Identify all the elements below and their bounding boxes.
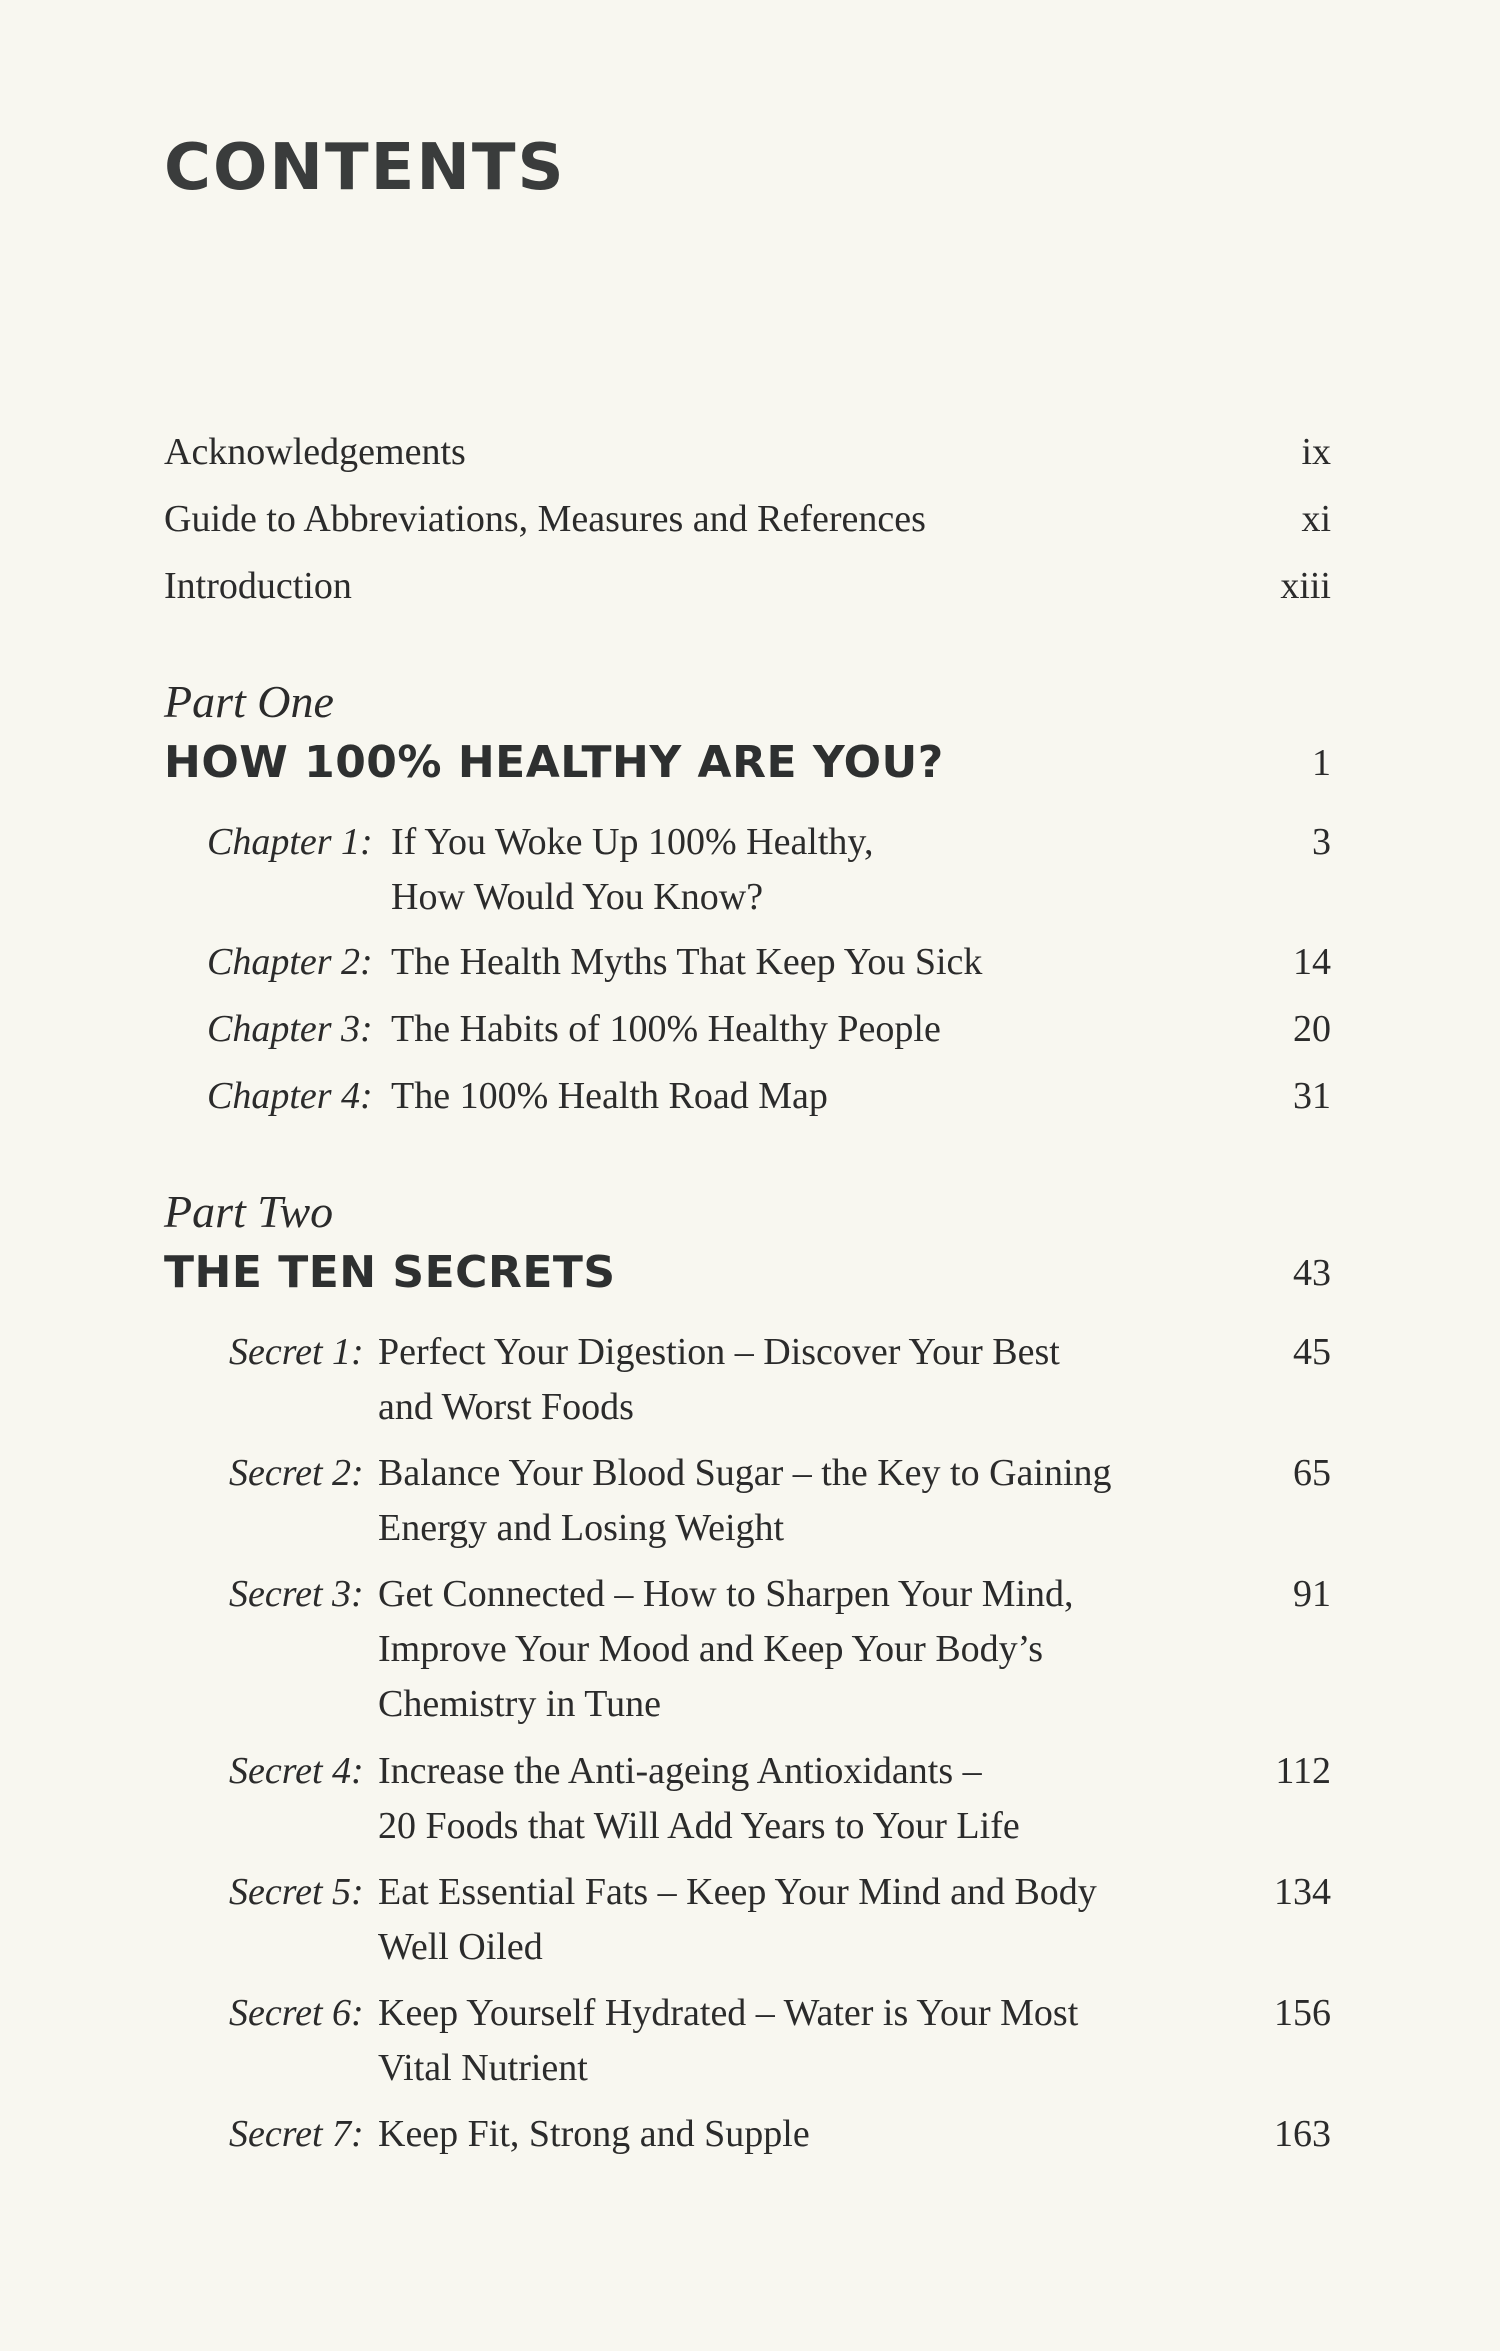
toc-entry-label: Keep Fit, Strong and Supple xyxy=(378,2113,810,2155)
toc-entry-prefix: Chapter 3: xyxy=(207,1008,373,1050)
toc-entry-label-continued: Energy and Losing Weight xyxy=(378,1507,785,1549)
toc-entry-label: Eat Essential Fats – Keep Your Mind and Body xyxy=(378,1871,1097,1913)
toc-entry-page: 3 xyxy=(1312,821,1331,863)
toc-entry-prefix: Secret 2: xyxy=(229,1452,364,1494)
toc-entry-label: Keep Yourself Hydrated – Water is Your Most xyxy=(378,1992,1079,2034)
toc-entry-label: Increase the Anti-ageing Antioxidants – xyxy=(378,1750,982,1792)
toc-entry-label: The Habits of 100% Healthy People xyxy=(391,1008,941,1050)
toc-entry-prefix: Chapter 1: xyxy=(207,821,373,863)
toc-entry-page: 156 xyxy=(1274,1992,1331,2034)
toc-entry-page: 45 xyxy=(1293,1331,1331,1373)
toc-entry-page: 31 xyxy=(1293,1075,1331,1117)
toc-entry-page: xi xyxy=(1301,498,1331,540)
toc-entry-label-continued: and Worst Foods xyxy=(378,1386,634,1428)
part-two-label: Part Two xyxy=(164,1186,334,1237)
toc-entry-label-continued: Well Oiled xyxy=(378,1926,543,1968)
toc-entry-label-continued: 20 Foods that Will Add Years to Your Life xyxy=(378,1805,1020,1847)
toc-entry-page: 163 xyxy=(1274,2113,1331,2155)
part-two-heading: THE TEN SECRETS xyxy=(164,1247,616,1298)
toc-entry-label: The Health Myths That Keep You Sick xyxy=(391,941,983,983)
toc-entry-page: 20 xyxy=(1293,1008,1331,1050)
toc-entry-label-continued: Chemistry in Tune xyxy=(378,1683,661,1725)
toc-entry-prefix: Secret 4: xyxy=(229,1750,364,1792)
toc-entry-prefix: Secret 3: xyxy=(229,1573,364,1615)
part-one-heading: HOW 100% HEALTHY ARE YOU? xyxy=(164,737,944,788)
page-title: CONTENTS xyxy=(164,131,566,205)
toc-entry-label: The 100% Health Road Map xyxy=(391,1075,828,1117)
toc-entry-page: 43 xyxy=(1293,1252,1331,1294)
toc-entry-page: xiii xyxy=(1280,565,1331,607)
toc-entry-label: Balance Your Blood Sugar – the Key to Gaining xyxy=(378,1452,1112,1494)
toc-entry-label-continued: How Would You Know? xyxy=(391,876,764,918)
toc-entry-label: If You Woke Up 100% Healthy, xyxy=(391,821,874,863)
toc-entry-page: 112 xyxy=(1275,1750,1331,1792)
toc-entry-prefix: Secret 1: xyxy=(229,1331,364,1373)
toc-entry-page: 1 xyxy=(1312,742,1331,784)
toc-entry-page: 134 xyxy=(1274,1871,1331,1913)
toc-entry-prefix: Chapter 2: xyxy=(207,941,373,983)
toc-entry-label: Get Connected – How to Sharpen Your Mind, xyxy=(378,1573,1074,1615)
toc-entry-label-continued: Improve Your Mood and Keep Your Body’s xyxy=(378,1628,1044,1670)
toc-entry-label: Introduction xyxy=(164,565,352,607)
toc-entry-page: 14 xyxy=(1293,941,1331,983)
toc-entry-prefix: Secret 7: xyxy=(229,2113,364,2155)
toc-entry-label: Perfect Your Digestion – Discover Your Best xyxy=(378,1331,1060,1373)
toc-entry-page: ix xyxy=(1301,431,1331,473)
toc-entry-label-continued: Vital Nutrient xyxy=(378,2047,588,2089)
toc-entry-page: 91 xyxy=(1293,1573,1331,1615)
toc-entry-label: Guide to Abbreviations, Measures and References xyxy=(164,498,926,540)
toc-entry-page: 65 xyxy=(1293,1452,1331,1494)
toc-entry-prefix: Chapter 4: xyxy=(207,1075,373,1117)
toc-entry-label: Acknowledgements xyxy=(164,431,466,473)
toc-entry-prefix: Secret 6: xyxy=(229,1992,364,2034)
toc-entry-prefix: Secret 5: xyxy=(229,1871,364,1913)
part-one-label: Part One xyxy=(164,676,334,727)
